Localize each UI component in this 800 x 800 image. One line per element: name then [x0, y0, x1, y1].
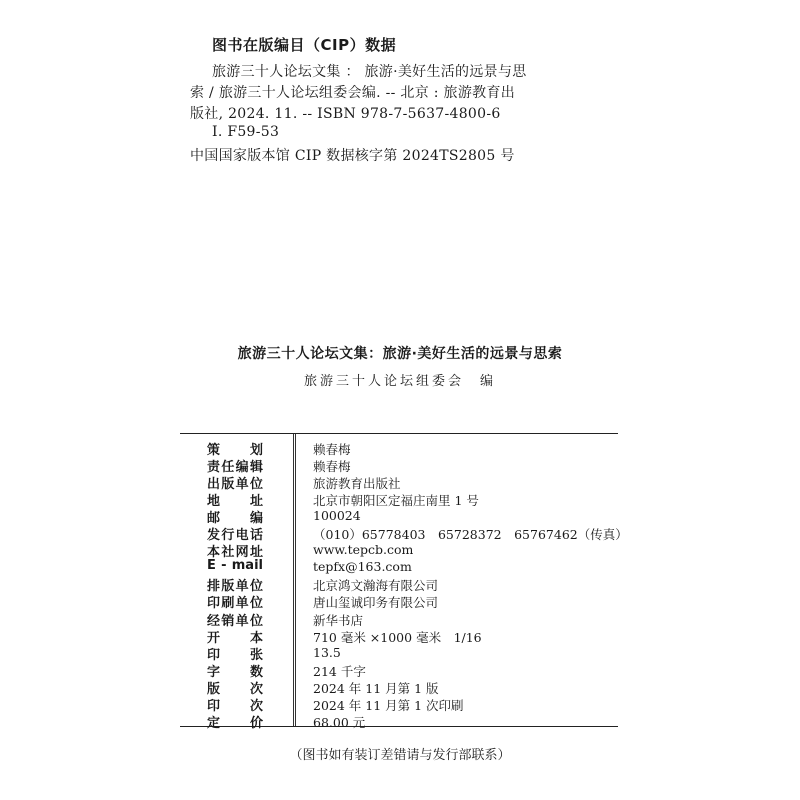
info-label: E - mail: [207, 558, 263, 574]
info-value: 北京市朝阳区定福庄南里 1 号: [313, 493, 479, 509]
info-label: 开 本: [207, 630, 263, 646]
info-value: 214 千字: [313, 663, 366, 679]
info-value: 710 毫米 ×1000 毫米 1/16: [313, 629, 482, 645]
info-label: 邮 编: [207, 511, 263, 527]
info-label: 责任编辑: [207, 460, 263, 476]
info-value: （010）65778403 65728372 65767462（传真）: [313, 527, 628, 543]
info-value: 100024: [313, 508, 361, 524]
cip-heading: 图书在版编目（CIP）数据: [212, 36, 397, 54]
info-label: 字 数: [207, 664, 263, 680]
cip-line-3: 版社, 2024. 11. -- ISBN 978-7-5637-4800-6: [190, 106, 501, 122]
info-label: 经销单位: [207, 613, 263, 629]
info-label: 本社网址: [207, 545, 263, 561]
cip-line-1: 旅游三十人论坛文集 ： 旅游·美好生活的远景与思: [212, 64, 527, 80]
info-label: 策 划: [207, 443, 263, 458]
info-value: 赖春梅: [313, 459, 351, 475]
footnote: （图书如有装订差错请与发行部联系）: [289, 748, 511, 763]
info-value: 旅游教育出版社: [313, 476, 401, 492]
book-title: 旅游三十人论坛文集：旅游·美好生活的远景与思索: [237, 346, 563, 362]
info-label: 印 次: [207, 698, 263, 714]
cip-line-5: 中国国家版本馆 CIP 数据核字第 2024TS2805 号: [190, 148, 515, 164]
info-value: 68.00 元: [313, 714, 366, 730]
book-editor: 旅游三十人论坛组委会 编: [303, 374, 496, 389]
table-top-rule: [180, 433, 618, 434]
cip-line-4: Ⅰ. F59-53: [212, 124, 280, 140]
info-label: 地 址: [207, 494, 263, 510]
info-label: 印 张: [207, 647, 263, 663]
info-value: 新华书店: [313, 612, 364, 628]
info-label: 发行电话: [207, 528, 263, 544]
info-label: 定 价: [207, 715, 263, 731]
info-label: 排版单位: [207, 579, 263, 595]
info-value: tepfx@163.com: [313, 559, 412, 575]
cip-line-2: 索 / 旅游三十人论坛组委会编. -- 北京 : 旅游教育出: [190, 85, 516, 101]
info-value: 唐山玺诚印务有限公司: [313, 595, 439, 611]
info-value: www.tepcb.com: [313, 542, 414, 558]
info-label: 出版单位: [207, 477, 263, 493]
info-value: 2024 年 11 月第 1 次印刷: [313, 697, 464, 713]
info-value: 北京鸿文瀚海有限公司: [313, 578, 439, 594]
table-divider: [293, 434, 296, 726]
info-label: 版 次: [207, 681, 263, 697]
info-value: 2024 年 11 月第 1 版: [313, 680, 439, 696]
info-value: 赖春梅: [313, 442, 351, 457]
info-value: 13.5: [313, 644, 341, 660]
info-label: 印刷单位: [207, 596, 263, 612]
